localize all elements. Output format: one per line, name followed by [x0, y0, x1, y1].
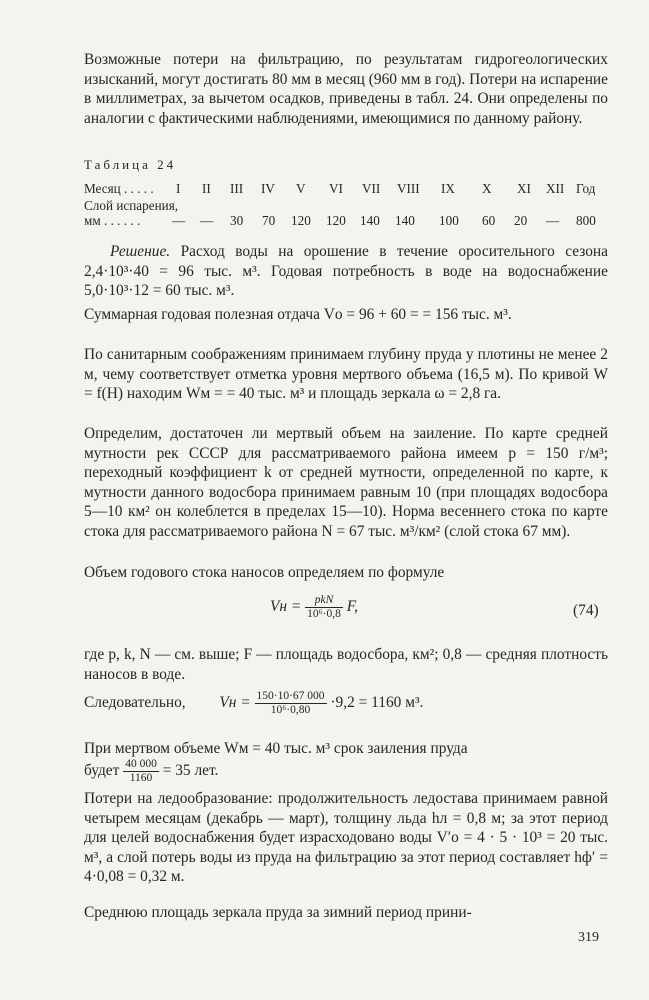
- paragraph-formula-intro: Объем годового стока наносов определяем по формуле: [84, 564, 445, 581]
- table-cell: 100: [439, 213, 459, 228]
- table-cell: 70: [262, 213, 276, 228]
- row-label: мм . . . . . .: [84, 213, 141, 228]
- table-cell: VIII: [397, 181, 420, 196]
- paragraph-ice-losses: Потери на ледообразование: продолжительность ледостава принимаем равной четырем месяцам (декабрь — март), толщину льда hл = 0,8 м; за этот период для целей водоснабжения будет израсходовано воды V′о = 4 · 5 · 10³ = 20 тыс. м³, а слой потерь воды из пруда на фильтрацию за этот период составляет hф′ = 4·0,08 = 0,32 м.: [84, 790, 608, 885]
- fraction-numerator: pkN: [305, 594, 343, 608]
- table-cell: 30: [230, 213, 244, 228]
- paragraph-solution: [84, 242, 608, 301]
- table-cell: —: [200, 213, 214, 228]
- table-cell: Год: [576, 181, 596, 196]
- row-label: Месяц . . . . .: [84, 181, 154, 196]
- formula-74: [270, 594, 358, 621]
- fraction-denominator: 1160: [129, 772, 153, 784]
- table-cell: 20: [514, 213, 528, 228]
- term-lead: будет: [84, 762, 120, 780]
- paragraph-dead-volume-term: При мертвом объеме Wм = 40 тыс. м³ срок заиления пруда: [84, 740, 468, 757]
- table-cell: XII: [546, 181, 565, 196]
- solution-text: Расход воды на орошение в течение оросительного сезона 2,4·10³·40 = 96 тыс. м³. Годовая потребность в воде на водоснабжение 5,0·10³·12 = 60 тыс. м³.: [84, 243, 608, 299]
- formula-result: [84, 690, 423, 717]
- table-cell: III: [230, 181, 244, 196]
- formula-rhs: ·9,2 = 1160 м³.: [330, 694, 424, 712]
- equation-number: (74): [573, 602, 599, 619]
- formula-lhs: Vн =: [219, 694, 251, 712]
- paragraph-where: где p, k, N — см. выше; F — площадь водосбора, км²; 0,8 — средняя плотность наносов в воде.: [84, 646, 608, 683]
- table-cell: IX: [441, 181, 455, 196]
- formula-fraction: [305, 594, 343, 621]
- formula-lead: Следовательно,: [84, 694, 186, 712]
- table-cell: XI: [517, 181, 531, 196]
- table-cell: 140: [360, 213, 380, 228]
- fraction-numerator: 40 000: [125, 758, 157, 770]
- table-cell: VI: [329, 181, 343, 196]
- table-row-months: [84, 181, 608, 199]
- formula-fraction: [255, 690, 327, 717]
- table-cell: X: [482, 181, 492, 196]
- solution-lead: Решение.: [110, 243, 171, 260]
- table-cell: —: [172, 213, 186, 228]
- term-rhs: = 35 лет.: [162, 762, 219, 780]
- formula-rhs: F,: [346, 598, 358, 616]
- table-cell: 120: [326, 213, 346, 228]
- term-fraction: [123, 758, 159, 785]
- formula-lhs: Vн =: [270, 598, 302, 616]
- table-cell: 140: [395, 213, 415, 228]
- fraction-numerator: 150·10·67 000: [256, 690, 325, 702]
- table-cell: 60: [482, 213, 496, 228]
- table-cell: II: [202, 181, 211, 196]
- paragraph-siltation: Определим, достаточен ли мертвый объем на заиление. По карте средней мутности рек СССР для рассматриваемого района имеем p = 150 г/м³; переходный коэффициент k от средней мутности, определенной по карте, к мутности данного водосбора принимаем равным 10 (при площадях водосбора 5—10 км² он колеблется в пределах 15—10). Норма весеннего стока по карте стока для рассматриваемого района N = 67 тыс. м³/км² (слой стока 67 мм).: [84, 425, 608, 540]
- fraction-denominator: 10⁶·0,8: [307, 608, 341, 620]
- table-cell: I: [176, 181, 181, 196]
- table-cell: V: [296, 181, 306, 196]
- paragraph-winter-area: Среднюю площадь зеркала пруда за зимний период прини-: [84, 904, 472, 921]
- row-label: Слой испарения,: [84, 198, 179, 213]
- table-cell: 800: [576, 213, 596, 228]
- table-cell: 120: [291, 213, 311, 228]
- table-caption: Таблица 24: [84, 157, 177, 172]
- table-cell: VII: [362, 181, 381, 196]
- fraction-denominator: 10⁶·0,80: [270, 704, 311, 716]
- page-number: 319: [578, 930, 599, 945]
- table-cell: —: [546, 213, 560, 228]
- table-row-evaporation: [84, 213, 608, 231]
- table-cell: IV: [261, 181, 275, 196]
- paragraph-filtration-losses: Возможные потери на фильтрацию, по результатам гидрогеологических изысканий, могут достигать 80 мм в месяц (960 мм в год). Потери на испарение в миллиметрах, за вычетом осадков, приведены в табл. 24. Они определены по аналогии с фактическими наблюдениями, имеющимися по данному району.: [84, 51, 608, 127]
- siltation-term: [84, 758, 218, 785]
- paragraph-dead-volume: По санитарным соображениям принимаем глубину пруда у плотины не менее 2 м, чему соответствует отметка уровня мертвого объема (16,5 м). По кривой W = f(H) находим Wм = = 40 тыс. м³ и площадь зеркала ω = 2,8 га.: [84, 346, 608, 402]
- paragraph-total-yield: Суммарная годовая полезная отдача Vо = 96 + 60 = = 156 тыс. м³.: [84, 306, 512, 323]
